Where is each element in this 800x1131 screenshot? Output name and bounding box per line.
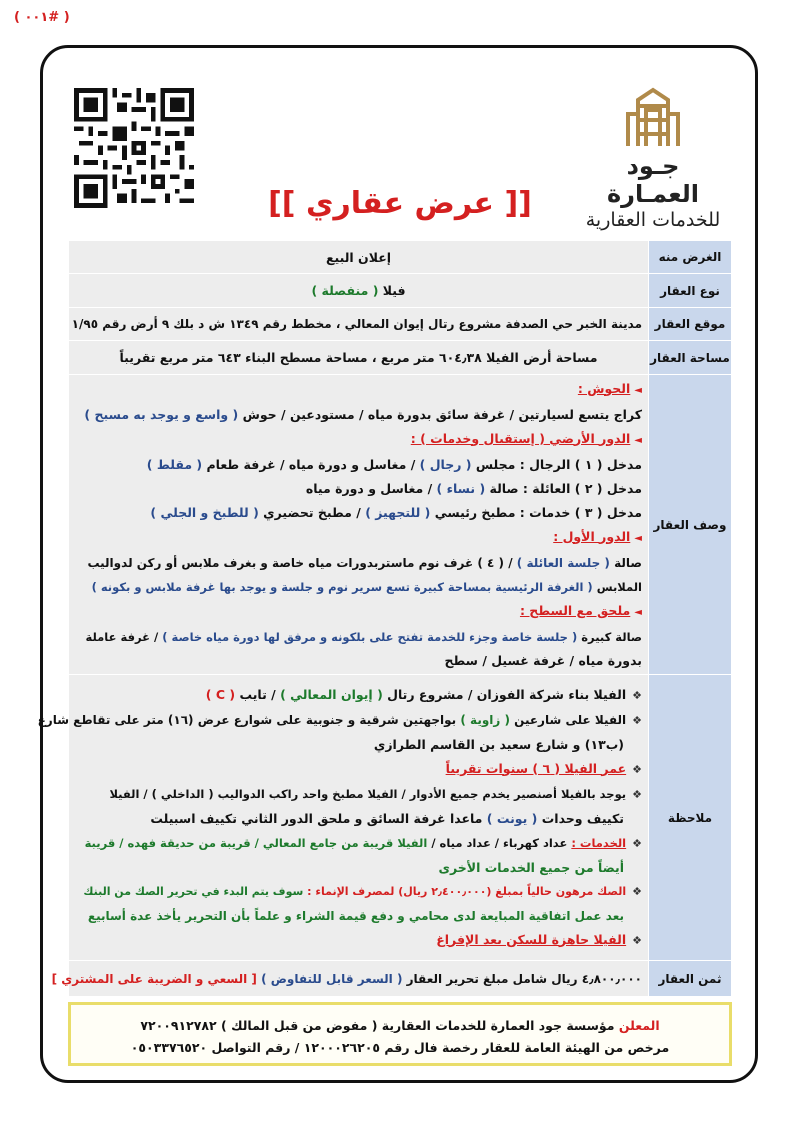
entry1-note: ( رجال ) bbox=[419, 456, 472, 472]
note1-text2: / تايب bbox=[239, 686, 276, 702]
section-arrow-icon: ◄ bbox=[634, 606, 642, 618]
entry2-note: ( نساء ) bbox=[436, 480, 486, 496]
label-description: وصف العقار bbox=[649, 375, 732, 675]
logo-name: جـود العمـارة bbox=[606, 152, 700, 208]
entry1-text: مدخل ( ١ ) الرجال : مجلس bbox=[475, 456, 642, 472]
note2-text2: بواجهتين شرقية و جنوبية على شوارع عرض (١٦) متر على تقاطع شارع bbox=[37, 712, 457, 727]
row-purpose bbox=[69, 241, 732, 274]
first-note: ( جلسة العائلة ) bbox=[516, 555, 610, 570]
note1-text: الفيلا بناء شركة الفوزان / مشروع رتال bbox=[387, 686, 627, 702]
entry3-note: ( للتجهيز ) bbox=[365, 504, 431, 520]
note7-text: الفيلا جاهزة للسكن بعد الإفراغ bbox=[436, 931, 627, 947]
first-text2: / ( ٤ ) غرف نوم ماستربدورات مياه خاصة و بغرف ملابس أو ركن لدواليب bbox=[87, 555, 513, 570]
row-area bbox=[69, 341, 732, 375]
footer-advertiser-name: مؤسسة جود العمارة للخدمات العقارية ( مفوض من قبل المالك ) bbox=[221, 1018, 615, 1033]
note4-line2-text2: ماعدا غرفة السائق و ملحق الدور الثاني تكييف اسبيلت bbox=[150, 810, 483, 826]
note5-line2: أيضاً من جميع الخدمات الأخرى bbox=[438, 859, 624, 875]
first-line2-text: الملابس bbox=[596, 579, 642, 594]
section-arrow-icon: ◄ bbox=[634, 434, 642, 446]
page-title: [[ عرض عقاري ]] bbox=[268, 186, 532, 221]
bullet-diamond-icon: ❖ bbox=[632, 787, 642, 801]
bullet-diamond-icon: ❖ bbox=[632, 762, 642, 776]
value-type bbox=[69, 274, 649, 308]
note6-line2: بعد عمل اتفاقية المبايعة لدى محامي و دفع قيمة الشراء و علماً بأن التحرير يأخذ عدة أسابيع bbox=[87, 908, 624, 923]
entry1-note2: ( مقلط ) bbox=[146, 456, 203, 472]
ground-heading: الدور الأرضي ( إستقبال وخدمات ) : bbox=[410, 430, 631, 446]
note6-text: الصك مرهون حالياً بمبلغ (٢٫٤٠٠٫٠٠٠ ريال) لمصرف الإنماء : bbox=[307, 884, 627, 898]
yard-note: ( واسع و يوجد به مسبح ) bbox=[84, 406, 239, 422]
note6-note: سوف يتم البدء في تحرير الصك من البنك bbox=[83, 884, 304, 898]
note4-line2-note: ( يونت ) bbox=[486, 810, 538, 826]
label-location: موقع العقار bbox=[649, 308, 732, 341]
note5-text: عداد كهرباء / عداد مياه / bbox=[431, 835, 568, 850]
row-notes bbox=[69, 675, 732, 961]
bullet-diamond-icon: ❖ bbox=[632, 713, 642, 727]
note5-heading: الخدمات : bbox=[571, 835, 627, 850]
value-purpose: إعلان البيع bbox=[69, 241, 649, 274]
type-main: فيلا bbox=[382, 283, 406, 298]
value-area: مساحة أرض الفيلا ٦٠٤٫٣٨ متر مربع ، مساحة مسطح البناء ٦٤٣ متر مربع تقريباً bbox=[69, 341, 649, 375]
footer-license: مرخص من الهيئة العامة للعقار رخصة فال رقم ١٢٠٠٠٢٦٢٠٥ / رقم التواصل ٠٥٠٣٣٧٦٥٢٠ bbox=[130, 1040, 670, 1055]
value-price bbox=[51, 961, 649, 997]
bullet-diamond-icon: ❖ bbox=[632, 836, 642, 850]
label-price: ثمن العقار bbox=[649, 961, 732, 997]
label-area: مساحة العقار bbox=[649, 341, 732, 375]
bullet-diamond-icon: ❖ bbox=[632, 688, 642, 702]
first-floor-heading: الدور الأول : bbox=[553, 528, 631, 544]
footer-advertiser-label: المعلن bbox=[618, 1018, 660, 1033]
type-note: ( منفصلة ) bbox=[311, 283, 379, 298]
roof-text2: / غرفة عاملة bbox=[85, 629, 159, 644]
label-notes: ملاحظة bbox=[649, 675, 732, 961]
price-text: ٤٫٨٠٠٫٠٠٠ ريال شامل مبلغ تحرير العقار bbox=[406, 971, 642, 986]
roof-note: ( جلسة خاصة وجزء للخدمة تفتح على بلكونه و مرفق لها دورة مياه خاصة ) bbox=[162, 629, 578, 644]
note5-note: الفيلا قريبة من جامع المعالي / قريبة من حديقة فهده / قريبة bbox=[84, 835, 428, 850]
entry2-text2: / مغاسل و دورة مياه bbox=[305, 480, 433, 496]
note1-type: ( C ) bbox=[205, 686, 236, 702]
roof-heading: ملحق مع السطح : bbox=[519, 602, 631, 618]
note4-text: يوجد بالفيلا أصنصير يخدم جميع الأدوار / الفيلا مطبخ واحد راكب الدواليب ( الداخلي ) / الفيلا bbox=[109, 786, 627, 801]
note2-text: الفيلا على شارعين bbox=[514, 712, 627, 727]
row-type bbox=[69, 274, 732, 308]
row-description bbox=[69, 375, 732, 675]
roof-text: صالة كبيرة bbox=[581, 629, 642, 644]
entry2-text: مدخل ( ٢ ) العائلة : صالة bbox=[489, 480, 642, 496]
note1-note: ( إيوان المعالي ) bbox=[280, 686, 383, 702]
logo-subname: للخدمات العقارية bbox=[585, 209, 721, 231]
entry3-note2: ( للطبخ و الجلي ) bbox=[150, 504, 259, 520]
value-location: مدينة الخبر حي الصدفة مشروع رتال إيوان المعالي ، مخطط رقم ١٣٤٩ ش د بلك ٩ أرض رقم ١/٩٥ bbox=[69, 308, 649, 341]
entry1-text2: / مغاسل و دورة مياه / غرفة طعام bbox=[206, 456, 416, 472]
label-type: نوع العقار bbox=[649, 274, 732, 308]
bullet-diamond-icon: ❖ bbox=[632, 933, 642, 947]
note2-line2: (ب١٣) و شارع سعيد بن القاسم الطرازي bbox=[373, 736, 624, 752]
building-logo-icon bbox=[618, 80, 688, 150]
footer-advertiser-number: ٧٢٠٠٩١٢٧٨٢ bbox=[140, 1018, 217, 1033]
first-text: صالة bbox=[614, 555, 642, 570]
row-price bbox=[69, 961, 732, 997]
yard-text: كراج يتسع لسيارتين / غرفة سائق بدورة مياه / مستودعين / حوش bbox=[242, 406, 642, 422]
first-line2-note: ( الغرفة الرئيسية بمساحة كبيرة تسع سرير نوم و جلسة و يوجد بها غرفة ملابس و بكونه ) bbox=[91, 579, 593, 594]
label-purpose: الغرض منه bbox=[649, 241, 732, 274]
row-location bbox=[69, 308, 732, 341]
advertiser-footer bbox=[68, 1002, 732, 1066]
document-number: ( #٠٠١ ) bbox=[14, 10, 70, 25]
bullet-diamond-icon: ❖ bbox=[632, 884, 642, 898]
property-table bbox=[37, 240, 732, 997]
qr-code-icon bbox=[74, 88, 194, 208]
entry3-text: مدخل ( ٣ ) خدمات : مطبخ رئيسي bbox=[434, 504, 642, 520]
note3-text: عمر الفيلا ( ٦ ) سنوات تقريباً bbox=[445, 760, 627, 776]
value-notes bbox=[37, 675, 649, 961]
note2-note: ( زاوية ) bbox=[460, 712, 510, 727]
price-terms: [ السعي و الضريبة على المشتري ] bbox=[51, 971, 257, 986]
entry3-text2: / مطبخ تحضيري bbox=[263, 504, 361, 520]
value-description bbox=[69, 375, 649, 675]
price-note: ( السعر قابل للتفاوض ) bbox=[261, 971, 403, 986]
roof-line2: بدورة مياه / غرفة غسيل / سطح bbox=[444, 652, 642, 668]
section-arrow-icon: ◄ bbox=[634, 532, 642, 544]
yard-heading: الحوش : bbox=[577, 380, 631, 396]
company-logo bbox=[578, 80, 728, 231]
note4-line2-text: تكييف وحدات bbox=[541, 810, 624, 826]
section-arrow-icon: ◄ bbox=[634, 384, 642, 396]
